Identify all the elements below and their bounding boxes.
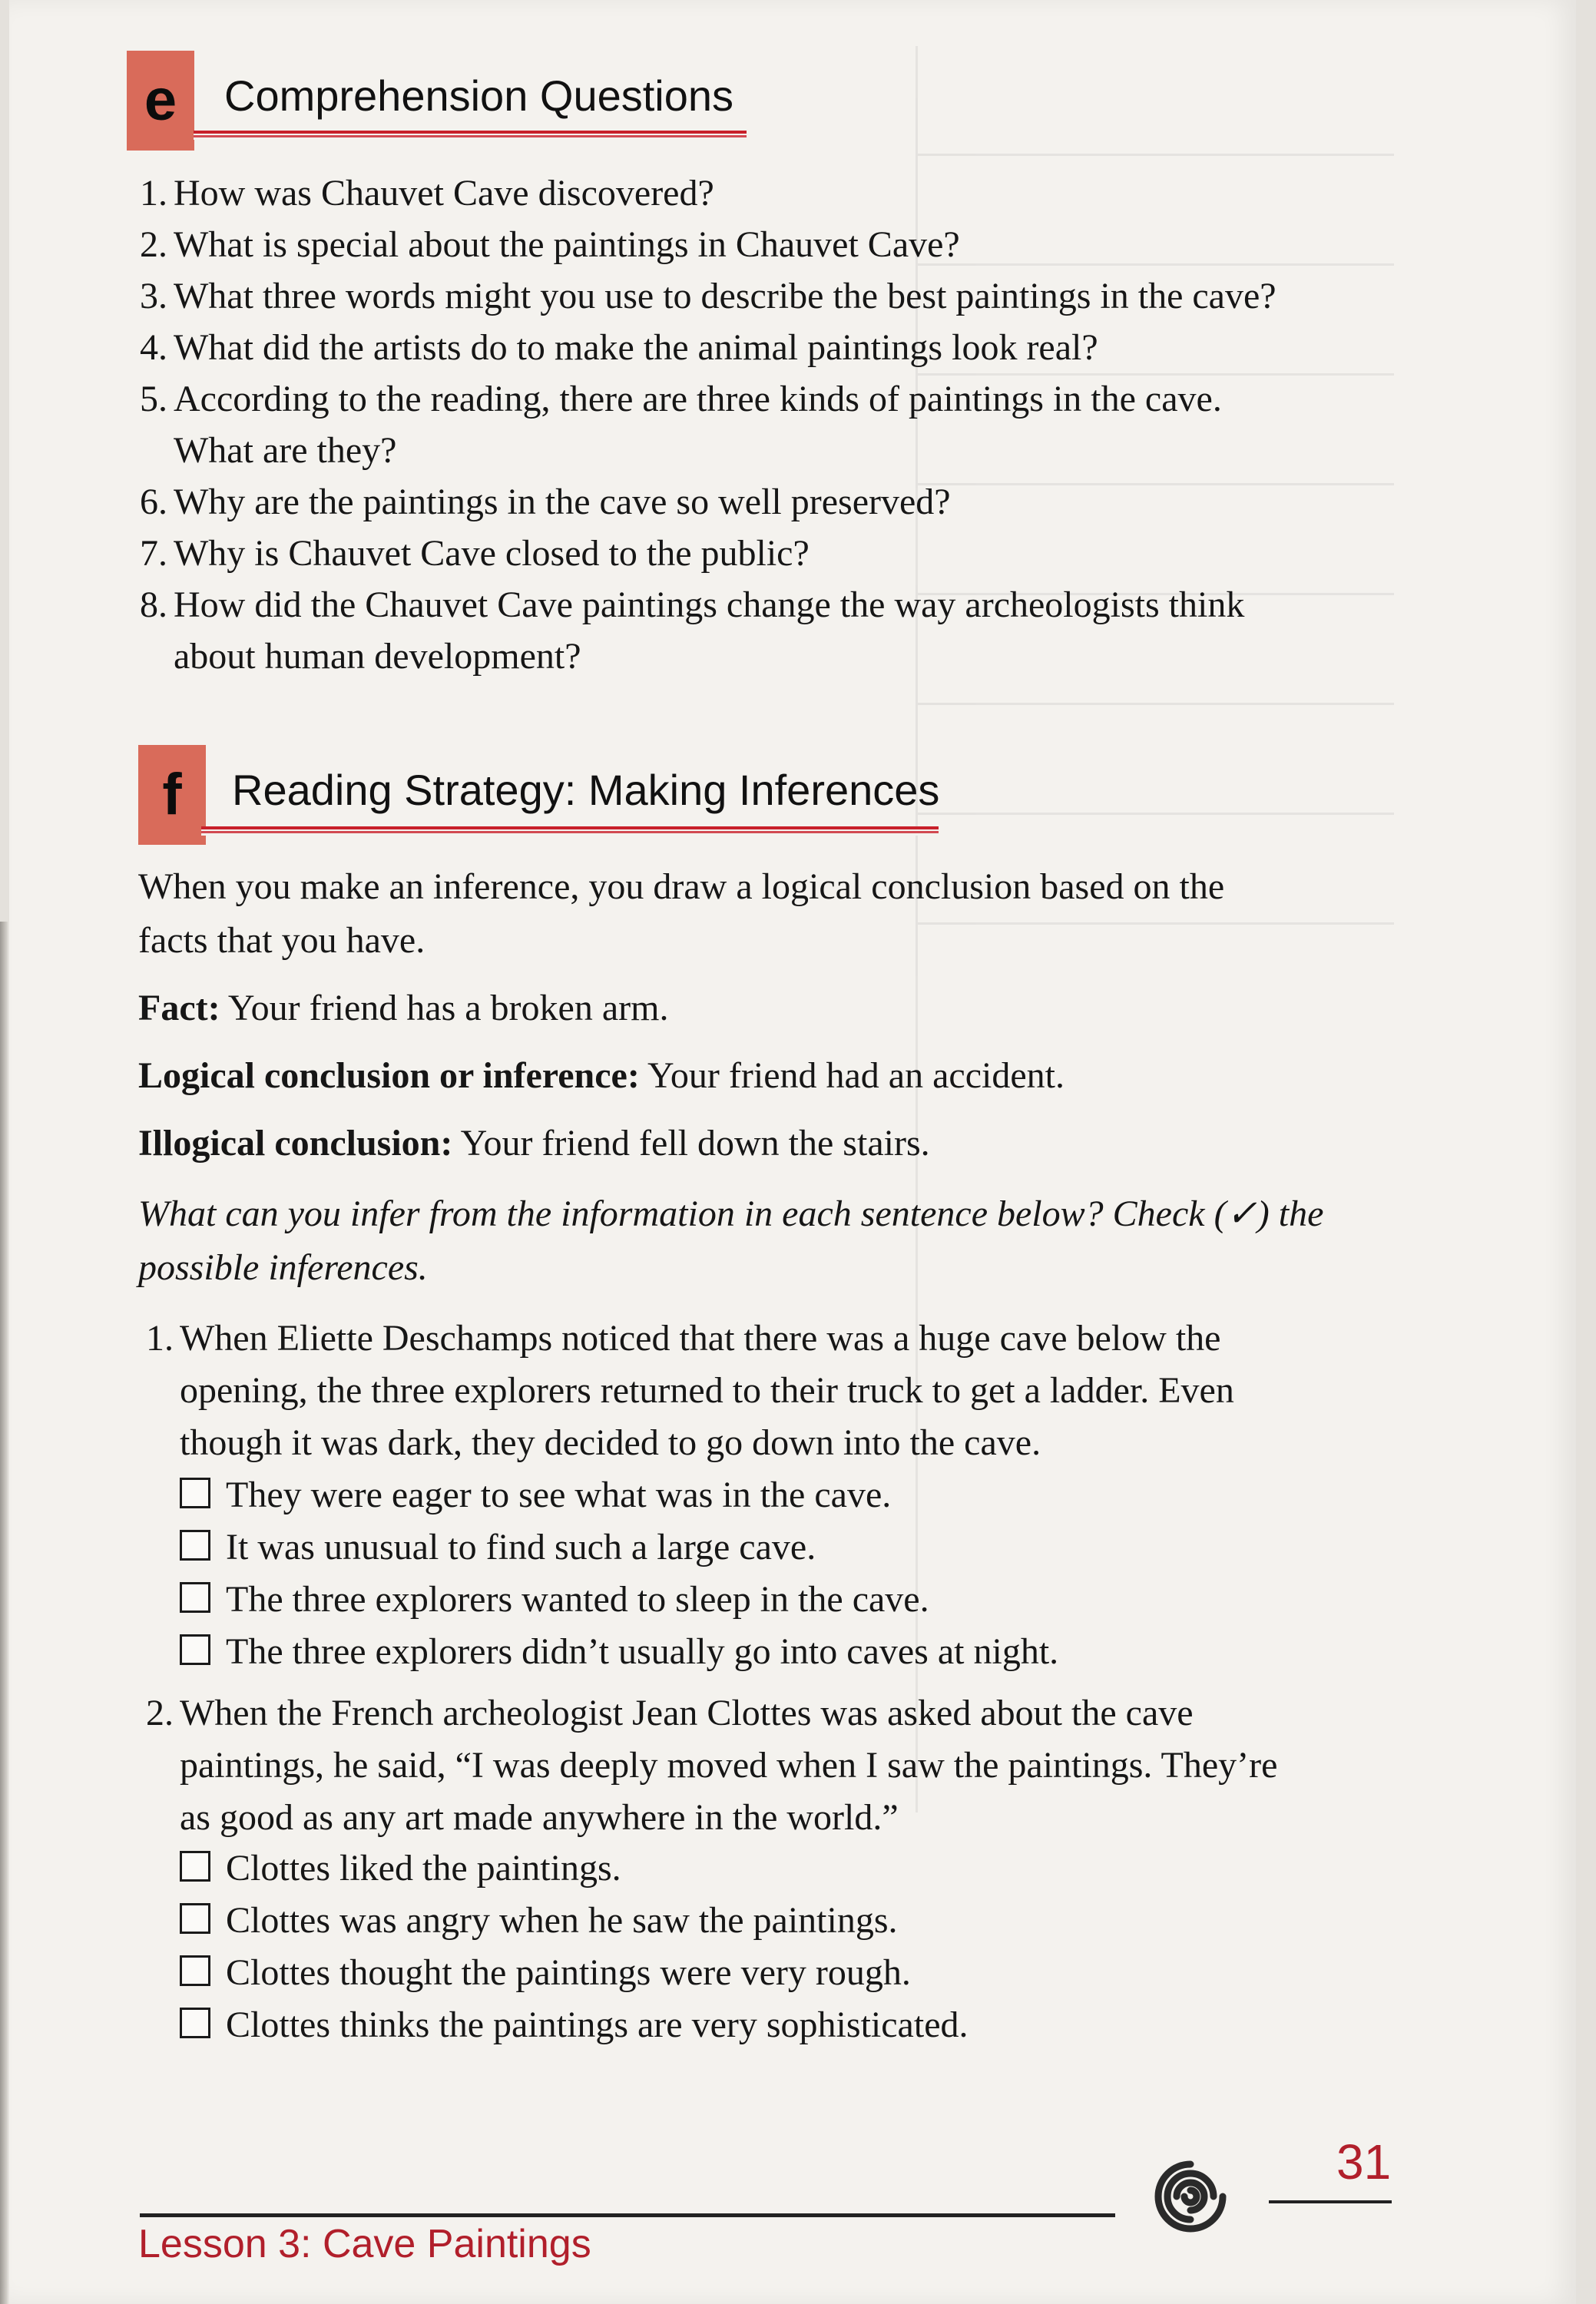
question-4: 4. What did the artists do to make the animal paintings look real? [140, 327, 1098, 368]
intro-line-1: When you make an inference, you draw a logical conclusion based on the [138, 866, 1225, 907]
page-number: 31 [1336, 2134, 1392, 2190]
page-edge [0, 922, 8, 2304]
item-1-line-1: 1. When Eliette Deschamps noticed that there was a huge cave below the [146, 1318, 1221, 1359]
question-6: 6. Why are the paintings in the cave so well preserved? [140, 482, 951, 522]
lesson-title: Lesson 3: Cave Paintings [138, 2222, 591, 2266]
question-2: 2. What is special about the paintings in Chauvet Cave? [140, 224, 960, 265]
question-3: 3. What three words might you use to describe the best paintings in the cave? [140, 276, 1276, 316]
page-number-rule [1269, 2200, 1392, 2203]
illogical-line: Illogical conclusion: Your friend fell down the stairs. [138, 1123, 930, 1164]
checkbox[interactable] [180, 1903, 210, 1934]
section-letter-e: e [127, 51, 194, 151]
section-e-title: Comprehension Questions [224, 71, 734, 120]
checkbox[interactable] [180, 1634, 210, 1665]
item-1-line-2: opening, the three explorers returned to their truck to get a ladder. Even [180, 1370, 1234, 1411]
question-1: 1. How was Chauvet Cave discovered? [140, 173, 714, 214]
textbook-page [9, 0, 1576, 2304]
checkbox[interactable] [180, 1851, 210, 1882]
item-1-option-2[interactable]: It was unusual to find such a large cave. [180, 1525, 816, 1570]
section-letter-f: f [138, 745, 206, 845]
item-1-option-4[interactable]: The three explorers didn’t usually go into caves at night. [180, 1630, 1058, 1674]
item-2-option-1[interactable]: Clottes liked the paintings. [180, 1846, 621, 1891]
checkbox[interactable] [180, 2008, 210, 2038]
checkbox[interactable] [180, 1955, 210, 1986]
question-8: 8. How did the Chauvet Cave paintings change the way archeologists think [140, 584, 1245, 625]
question-8-continuation: about human development? [174, 636, 581, 677]
item-2-line-1: 2. When the French archeologist Jean Clottes was asked about the cave [146, 1693, 1194, 1733]
question-5: 5. According to the reading, there are three kinds of paintings in the cave. [140, 379, 1222, 419]
question-7: 7. Why is Chauvet Cave closed to the public? [140, 533, 810, 574]
item-2-line-2: paintings, he said, “I was deeply moved when I saw the paintings. They’re [180, 1745, 1278, 1786]
checkbox[interactable] [180, 1478, 210, 1508]
footer-rule [140, 2213, 1115, 2217]
section-f-title: Reading Strategy: Making Inferences [232, 766, 940, 814]
item-1-option-1[interactable]: They were eager to see what was in the cave. [180, 1473, 891, 1518]
checkbox[interactable] [180, 1582, 210, 1613]
checkbox[interactable] [180, 1530, 210, 1561]
item-2-option-4[interactable]: Clottes thinks the paintings are very sophisticated. [180, 2003, 969, 2047]
instruction-line-2: possible inferences. [138, 1247, 428, 1288]
item-2-option-3[interactable]: Clottes thought the paintings were very rough. [180, 1951, 911, 1995]
fact-line: Fact: Your friend has a broken arm. [138, 988, 669, 1028]
section-e-rule [194, 131, 747, 140]
item-1-line-3: though it was dark, they decided to go down into the cave. [180, 1422, 1041, 1463]
item-1-option-3[interactable]: The three explorers wanted to sleep in the cave. [180, 1577, 929, 1622]
section-f-rule [201, 826, 939, 836]
logical-line: Logical conclusion or inference: Your friend had an accident. [138, 1055, 1065, 1096]
item-2-option-2[interactable]: Clottes was angry when he saw the paintings. [180, 1898, 898, 1943]
question-5-continuation: What are they? [174, 430, 397, 471]
intro-line-2: facts that you have. [138, 920, 425, 961]
instruction-line-1: What can you infer from the information in each sentence below? Check (✓) the [138, 1193, 1324, 1234]
swirl-logo-icon [1144, 2150, 1237, 2243]
item-2-line-3: as good as any art made anywhere in the world.” [180, 1797, 899, 1838]
